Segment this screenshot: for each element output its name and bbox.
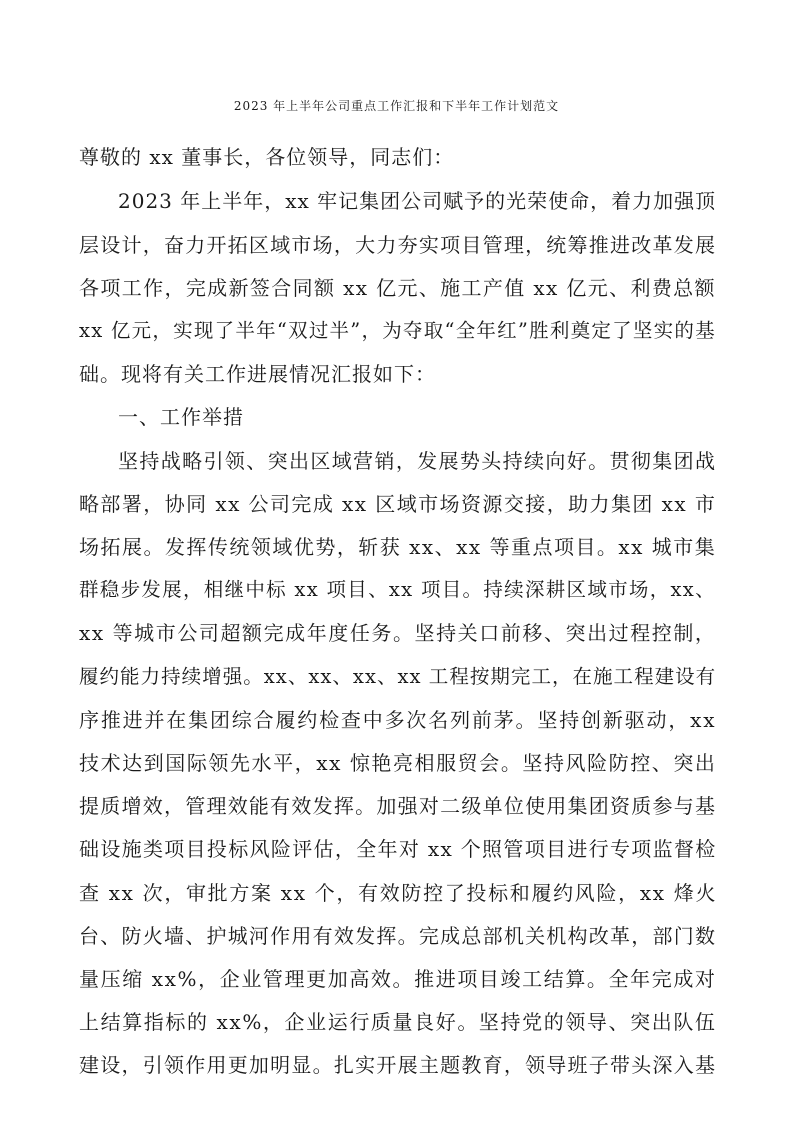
paragraph-line: 础。现将有关工作进展情况汇报如下： <box>79 362 436 386</box>
paragraph-line: 略部署，协同 xx 公司完成 xx 区域市场资源交接，助力集团 xx 市 <box>79 492 717 516</box>
paragraph-line: 量压缩 xx%，企业管理更加高效。推进项目竣工结算。全年完成对 <box>79 967 717 991</box>
paragraph-line: 础设施类项目投标风险评估，全年对 xx 个照管项目进行专项监督检 <box>79 837 717 861</box>
salutation-line: 尊敬的 xx 董事长，各位领导，同志们： <box>79 145 455 169</box>
paragraph-line: 提质增效，管理效能有效发挥。加强对二级单位使用集团资质参与基 <box>79 794 717 818</box>
section-heading: 一、工作举措 <box>118 405 244 429</box>
paragraph-line: 坚持战略引领、突出区域营销，发展势头持续向好。贯彻集团战 <box>118 449 717 473</box>
paragraph-line: 序推进并在集团综合履约检查中多次名列前茅。坚持创新驱动，xx <box>79 708 717 732</box>
paragraph-line: 技术达到国际领先水平，xx 惊艳亮相服贸会。坚持风险防控、突出 <box>79 751 717 775</box>
paragraph-line: xx 等城市公司超额完成年度任务。坚持关口前移、突出过程控制， <box>79 621 717 645</box>
paragraph-line: 层设计，奋力开拓区域市场，大力夯实项目管理，统筹推进改革发展 <box>79 233 717 257</box>
paragraph-line: 群稳步发展，相继中标 xx 项目、xx 项目。持续深耕区域市场，xx、 <box>79 578 716 601</box>
paragraph-line: 查 xx 次，审批方案 xx 个，有效防控了投标和履约风险，xx 烽火 <box>79 881 718 905</box>
paragraph-line: 建设，引领作用更加明显。扎实开展主题教育，领导班子带头深入基 <box>79 1053 717 1077</box>
paragraph-line: 上结算指标的 xx%，企业运行质量良好。坚持党的领导、突出队伍 <box>79 1010 717 1034</box>
paragraph-line: xx 亿元，实现了半年“双过半”，为夺取“全年红”胜利奠定了坚实的基 <box>79 319 716 342</box>
paragraph-line: 履约能力持续增强。xx、xx、xx、xx 工程按期完工，在施工程建设有 <box>79 665 717 688</box>
document-title: 2023 年上半年公司重点工作汇报和下半年工作计划范文 <box>233 99 560 113</box>
paragraph-line: 台、防火墙、护城河作用有效发挥。完成总部机关机构改革，部门数 <box>79 924 717 948</box>
paragraph-line: 场拓展。发挥传统领域优势，斩获 xx、xx 等重点项目。xx 城市集 <box>79 535 717 559</box>
paragraph-line: 2023 年上半年，xx 牢记集团公司赋予的光荣使命，着力加强顶 <box>118 189 717 213</box>
paragraph-line: 各项工作，完成新签合同额 xx 亿元、施工产值 xx 亿元、利费总额 <box>79 276 716 300</box>
